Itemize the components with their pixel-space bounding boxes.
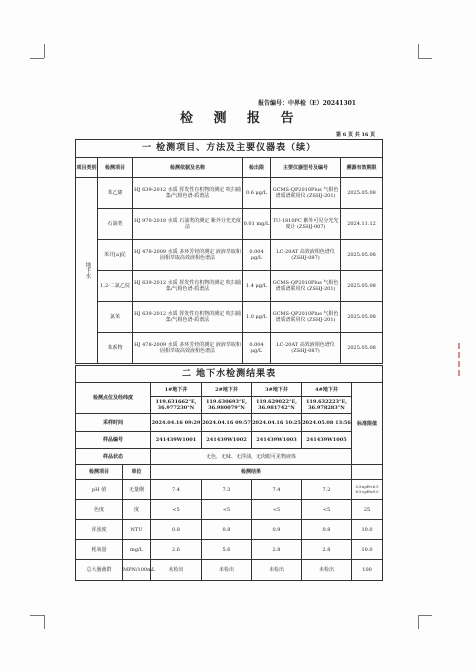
- basis-cell: HJ 970-2018 水质 石油类的测定 紫外分光光度法: [133, 209, 243, 240]
- result-item: 耗氧量: [76, 540, 123, 560]
- result-value: 5.6: [202, 540, 252, 560]
- basis-cell: HJ 639-2012 水质 挥发性有机物的测定 吹扫捕集/气相色谱-质谱法: [133, 302, 243, 333]
- crop-mark-tl-v: [44, 44, 45, 58]
- result-value: <5: [202, 500, 252, 520]
- crop-mark-br: [418, 615, 432, 616]
- result-value: 0.9: [252, 520, 302, 540]
- standard-limit-label: 标准限值: [352, 383, 383, 465]
- crop-mark-tl: [30, 58, 44, 59]
- expiry-cell: 2024.11.12: [341, 209, 383, 240]
- well-coords: 119.632223°E, 36.978283°N: [302, 397, 352, 414]
- result-value: <5: [252, 500, 302, 520]
- result-item: pH 值: [76, 480, 123, 500]
- result-value: 未检出: [151, 560, 202, 581]
- instrument-cell: LC-20AT 高效液相色谱仪 (ZSHJ-087): [271, 240, 341, 271]
- result-value: 0.8: [151, 520, 202, 540]
- result-limit: 25: [352, 500, 383, 520]
- well-name: 3#地下井: [252, 383, 302, 397]
- result-value: 未检出: [252, 560, 302, 581]
- sample-id-label: 样品编号: [76, 432, 151, 449]
- result-value: 未检出: [202, 560, 252, 581]
- header-expiry: 溯源有效期限: [341, 158, 383, 178]
- result-unit: 度: [123, 500, 151, 520]
- result-limit: 10.0: [352, 520, 383, 540]
- instrument-cell: GCMS-QP2010Plus 气相色谱质谱联用仪 (ZSHJ-201): [271, 178, 341, 209]
- result-value: 7.4: [252, 480, 302, 500]
- basis-cell: HJ 639-2012 水质 挥发性有机物的测定 吹扫捕集/气相色谱-质谱法: [133, 178, 243, 209]
- well-name: 4#地下井: [302, 383, 352, 397]
- result-item: 总大肠菌群: [76, 560, 123, 581]
- well-coords: 119.631662°E, 36.977230°N: [151, 397, 202, 414]
- limit-cell: 0.6 μg/L: [243, 178, 271, 209]
- instrument-cell: GCMS-QP2010Plus 气相色谱质谱联用仪 (ZSHJ-201): [271, 302, 341, 333]
- well-coords: 119.630693°E, 36.980079°N: [202, 397, 252, 414]
- limit-cell: 0.004 μg/L: [243, 333, 271, 364]
- item-cell: 氯苯: [98, 302, 133, 333]
- empty-cell: [352, 465, 383, 480]
- result-unit: MPN/100mL: [123, 560, 151, 581]
- sample-id: 241439W1003: [252, 432, 302, 449]
- result-value: 7.3: [202, 480, 252, 500]
- result-value: 2.8: [252, 540, 302, 560]
- item-cell: 苯并[a]芘: [98, 240, 133, 271]
- crop-mark-br-v: [418, 615, 419, 629]
- report-number: 报告编号：中界检（E）20241301: [258, 100, 356, 107]
- limit-cell: 0.01 mg/L: [243, 209, 271, 240]
- instrument-cell: LC-20AT 高效液相色谱仪 (ZSHJ-087): [271, 333, 341, 364]
- project-label: 检测项目: [76, 465, 123, 480]
- category-cell: 地下水: [76, 178, 98, 364]
- limit-cell: 0.004 μg/L: [243, 240, 271, 271]
- table-row: [76, 333, 383, 364]
- table-row: [76, 480, 383, 500]
- unit-label: 单位: [123, 465, 151, 480]
- header-limit: 检出限: [243, 158, 271, 178]
- table-row: [76, 560, 383, 581]
- table-row: [76, 271, 383, 302]
- limit-cell: 1.4 μg/L: [243, 271, 271, 302]
- sample-id: 241439W1005: [302, 432, 352, 449]
- methods-instruments-table: [75, 139, 383, 364]
- expiry-cell: 2025.05.08: [341, 302, 383, 333]
- groundwater-results-table: [75, 365, 383, 581]
- header-category: 项目类别: [76, 158, 98, 178]
- well-name: 1#地下井: [151, 383, 202, 397]
- result-value: 0.8: [302, 520, 352, 540]
- sample-state: 无色、无味、无浮油，无肉眼可见物液体: [151, 449, 352, 465]
- section2-title: 二 地下水检测结果表: [76, 366, 383, 383]
- table-row: [76, 240, 383, 271]
- result-unit: NTU: [123, 520, 151, 540]
- sample-time-label: 采样时间: [76, 414, 151, 432]
- table-row: [76, 302, 383, 333]
- table-row: [76, 209, 383, 240]
- basis-cell: HJ 478-2009 水质 多环芳烃的测定 液液萃取和固相萃取高效液相色谱法: [133, 333, 243, 364]
- result-value: 未检出: [302, 560, 352, 581]
- well-name: 2#地下井: [202, 383, 252, 397]
- result-item: 浑浊度: [76, 520, 123, 540]
- table-row: [76, 500, 383, 520]
- expiry-cell: 2025.05.08: [341, 178, 383, 209]
- crop-mark-bl: [30, 615, 44, 616]
- header-instrument: 主要仪器型号及编号: [271, 158, 341, 178]
- page-number: 第 6 页 共 16 页: [336, 132, 376, 138]
- item-cell: 1,2-二氯乙烷: [98, 271, 133, 302]
- crop-mark-bl-v: [44, 615, 45, 629]
- margin-stamp-marks: [452, 340, 466, 400]
- result-item: 色度: [76, 500, 123, 520]
- result-value: 0.8: [202, 520, 252, 540]
- basis-cell: HJ 639-2012 水质 挥发性有机物的测定 吹扫捕集/气相色谱-质谱法: [133, 271, 243, 302]
- table-row: [76, 520, 383, 540]
- result-value: <5: [302, 500, 352, 520]
- crop-mark-tr-v: [418, 44, 419, 58]
- sample-id: 241439W1001: [151, 432, 202, 449]
- header-basis: 检测依据及名称: [133, 158, 243, 178]
- header-item: 检测项目: [98, 158, 133, 178]
- result-unit: 无量纲: [123, 480, 151, 500]
- point-label: 检测点位及经纬度: [76, 383, 151, 414]
- limit-cell: 1.0 μg/L: [243, 302, 271, 333]
- item-cell: 苯系物: [98, 333, 133, 364]
- expiry-cell: 2025.05.08: [341, 333, 383, 364]
- item-cell: 石油类: [98, 209, 133, 240]
- section1-title: 一 检测项目、方法及主要仪器表（续）: [76, 140, 383, 158]
- expiry-cell: 2025.05.08: [341, 240, 383, 271]
- well-coords: 119.629022°E, 36.981742°N: [252, 397, 302, 414]
- instrument-cell: TU-1810PC 紫外可见分光光度计 (ZSHJ-007): [271, 209, 341, 240]
- results-label: 检测结果: [151, 465, 352, 480]
- sample-state-label: 样品状态: [76, 449, 151, 465]
- result-value: 2.6: [151, 540, 202, 560]
- table-row: [76, 178, 383, 209]
- result-value: 2.8: [302, 540, 352, 560]
- report-title: 检 测 报 告: [180, 111, 302, 126]
- table-row: [76, 540, 383, 560]
- crop-mark-tr: [418, 58, 432, 59]
- basis-cell: HJ 478-2009 水质 多环芳烃的测定 液液萃取和固相萃取高效液相色谱法: [133, 240, 243, 271]
- item-cell: 苯乙烯: [98, 178, 133, 209]
- sample-time: 2024.05.08 13:56: [302, 414, 352, 432]
- sample-id: 241439W1002: [202, 432, 252, 449]
- result-limit: 100: [352, 560, 383, 581]
- result-limit: 10.0: [352, 540, 383, 560]
- expiry-cell: 2025.05.08: [341, 271, 383, 302]
- result-unit: mg/L: [123, 540, 151, 560]
- sample-time: 2024.04.16 10:25: [252, 414, 302, 432]
- sample-time: 2024.04.16 09:29: [151, 414, 202, 432]
- result-value: <5: [151, 500, 202, 520]
- result-value: 7.4: [151, 480, 202, 500]
- result-value: 7.2: [302, 480, 352, 500]
- instrument-cell: GCMS-QP2010Plus 气相色谱质谱联用仪 (ZSHJ-201): [271, 271, 341, 302]
- result-limit: 5.5≤pH<6.5 8.5<pH≤9.0: [352, 480, 383, 500]
- sample-time: 2024.04.16 09:57: [202, 414, 252, 432]
